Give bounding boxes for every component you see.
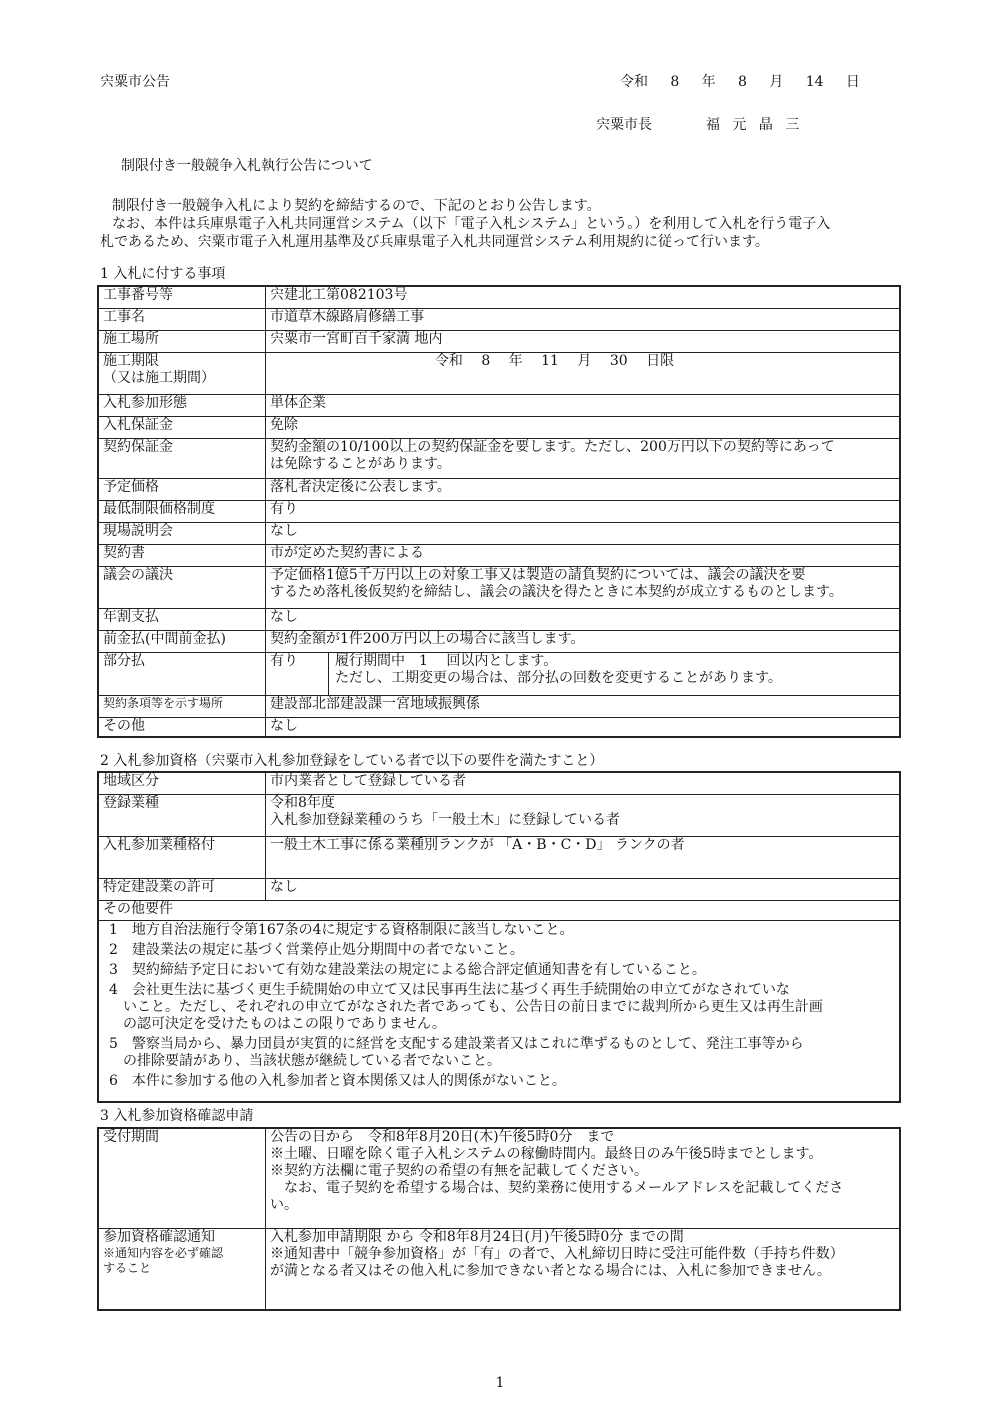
table-row xyxy=(98,836,900,878)
condition-item: 2 建設業法の規定に基づく営業停止処分期間中の者でないこと。 xyxy=(109,941,524,958)
row-label: 施工場所 xyxy=(98,330,266,352)
row-value: なし xyxy=(266,878,901,900)
row-value: 宍建北工第082103号 xyxy=(266,286,901,308)
mayor-name: 福 元 晶 三 xyxy=(706,117,804,133)
page-title: 制限付き一般競争入札執行公告について xyxy=(121,158,373,174)
row-value: 市道草木線路肩修繕工事 xyxy=(266,308,901,330)
table-row xyxy=(98,394,900,416)
row-value xyxy=(266,794,901,836)
table-row xyxy=(98,695,900,717)
table-row xyxy=(98,308,900,330)
notice-note: すること xyxy=(103,1260,152,1275)
intro-line-2: なお、本件は兵庫県電子入札共同運営システム（以下「電子入札システム」という。）を利用して入札を行う電子入 xyxy=(112,216,831,232)
row-value xyxy=(266,1128,901,1228)
row-label: 前金払(中間前金払) xyxy=(98,630,266,652)
table-row xyxy=(98,544,900,566)
table-row xyxy=(98,330,900,352)
row-label: 最低制限価格制度 xyxy=(98,500,266,522)
period-label-sub: （又は施工期間） xyxy=(103,369,215,386)
table-row xyxy=(98,522,900,544)
value-line: 令和8年度 xyxy=(270,794,335,811)
row-label: 工事名 xyxy=(98,308,266,330)
row-value: 一般土木工事に係る業種別ランクが 「A・B・C・D」 ランクの者 xyxy=(266,836,901,878)
row-label: 契約条項等を示す場所 xyxy=(98,695,266,717)
row-value xyxy=(266,652,901,695)
date-day: 14 xyxy=(805,74,824,90)
row-value: 単体企業 xyxy=(266,394,901,416)
row-label: 年割支払 xyxy=(98,608,266,630)
partial-payment-line: 履行期間中 1 回以内とします。 xyxy=(335,652,558,669)
value-line: 入札参加登録業種のうち「一般土木」に登録している者 xyxy=(270,811,620,828)
table-row xyxy=(98,352,900,394)
date-year: 8 xyxy=(670,74,680,90)
row-label: 契約書 xyxy=(98,544,266,566)
row-value: 有り xyxy=(266,500,901,522)
table-row xyxy=(98,630,900,652)
other-requirements-list xyxy=(98,920,900,1102)
period-label: 施工期限 xyxy=(103,352,159,369)
table-row xyxy=(98,286,900,308)
reception-line: ※土曜、日曜を除く電子入札システムの稼働時間内。最終日のみ午後5時までとします。 xyxy=(270,1146,823,1162)
partial-payment-flag: 有り xyxy=(266,653,329,695)
date-month-unit: 月 xyxy=(769,74,784,90)
row-value: 宍粟市一宮町百千家満 地内 xyxy=(266,330,901,352)
row-label: 部分払 xyxy=(98,652,266,695)
row-label: 受付期間 xyxy=(98,1128,266,1228)
notice-line: 入札参加申請期限 から 令和8年8月24日(月)午後5時0分 までの間 xyxy=(270,1228,684,1245)
row-value: なし xyxy=(266,717,901,737)
table-row xyxy=(98,900,900,920)
reception-line: 公告の日から 令和8年8月20日(木)午後5時0分 まで xyxy=(270,1129,615,1145)
reception-line: なお、電子契約を希望する場合は、契約業務に使用するメールアドレスを記載してくださ xyxy=(270,1180,844,1196)
section2-table xyxy=(97,771,901,1103)
table-row xyxy=(98,920,900,1102)
table-row xyxy=(98,438,900,478)
row-label: 工事番号等 xyxy=(98,286,266,308)
value-line: 契約金額の10/100以上の契約保証金を要します。ただし、200万円以下の契約等にあって xyxy=(270,438,835,455)
publisher: 宍粟市公告 xyxy=(100,74,170,90)
table-row xyxy=(98,652,900,695)
row-value: 市内業者として登録している者 xyxy=(266,772,901,794)
condition-item: 4 会社更生法に基づく更生手続開始の申立て又は民事再生法に基づく再生手続開始の申立てがなされていな xyxy=(109,981,790,998)
condition-item-cont: いこと。ただし、それぞれの申立てがなされた者であっても、公告日の前日までに裁判所から更生又は再生計画 xyxy=(123,998,823,1015)
row-value: 令和 8 年 11 月 30 日限 xyxy=(266,352,901,394)
row-label: 現場説明会 xyxy=(98,522,266,544)
row-label: その他 xyxy=(98,717,266,737)
intro-line-1: 制限付き一般競争入札により契約を締結するので、下記のとおり公告します。 xyxy=(112,198,601,214)
table-row xyxy=(98,1228,900,1310)
notice-line: ※通知書中「競争参加資格」が「有」の者で、入札締切日時に受注可能件数（手持ち件数） xyxy=(270,1245,844,1262)
reception-line: ※契約方法欄に電子契約の希望の有無を記載してください。 xyxy=(270,1163,648,1179)
table-row xyxy=(98,478,900,500)
table-row xyxy=(98,1128,900,1228)
condition-item-cont: の認可決定を受けたものはこの限りでありません。 xyxy=(123,1015,446,1032)
table-row xyxy=(98,608,900,630)
table-row xyxy=(98,416,900,438)
row-label: 議会の議決 xyxy=(98,566,266,608)
date-year-unit: 年 xyxy=(701,74,716,90)
row-label xyxy=(98,1228,266,1310)
row-label: 入札保証金 xyxy=(98,416,266,438)
row-value xyxy=(266,566,901,608)
reception-line: い。 xyxy=(270,1197,298,1213)
row-label: 予定価格 xyxy=(98,478,266,500)
mayor-title: 宍粟市長 xyxy=(596,117,652,133)
table-row xyxy=(98,794,900,836)
table-row xyxy=(98,772,900,794)
row-label: 特定建設業の許可 xyxy=(98,878,266,900)
table-row xyxy=(98,878,900,900)
section1-table xyxy=(97,285,901,738)
row-value: 落札者決定後に公表します。 xyxy=(266,478,901,500)
value-line: 予定価格1億5千万円以上の対象工事又は製造の請負契約については、議会の議決を要 xyxy=(270,566,806,583)
date-era: 令和 xyxy=(620,74,648,90)
condition-item: 3 契約締結予定日において有効な建設業法の規定による総合評定値通知書を有していること。 xyxy=(109,961,706,978)
value-line: は免除することがあります。 xyxy=(270,455,451,472)
partial-payment-line: ただし、工期変更の場合は、部分払の回数を変更することがあります。 xyxy=(335,669,782,686)
row-value xyxy=(266,1228,901,1310)
section2-heading: 2 入札参加資格（宍粟市入札参加登録をしている者で以下の要件を満たすこと） xyxy=(100,753,604,769)
condition-item-cont: の排除要請があり、当該状態が継続している者でないこと。 xyxy=(123,1052,501,1069)
row-label: 入札参加業種格付 xyxy=(98,836,266,878)
table-row xyxy=(98,566,900,608)
condition-item: 6 本件に参加する他の入札参加者と資本関係又は人的関係がないこと。 xyxy=(109,1072,566,1089)
condition-item: 5 警察当局から、暴力団員が実質的に経営を支配する建設業者又はこれに準ずるものとして、発注工事等から xyxy=(109,1035,804,1052)
row-value: 契約金額が1件200万円以上の場合に該当します。 xyxy=(266,630,901,652)
notice-line: が満となる者又はその他入札に参加できない者となる場合には、入札に参加できません。 xyxy=(270,1262,831,1279)
intro-line-3: 札であるため、宍粟市電子入札運用基準及び兵庫県電子入札共同運営システム利用規約に従って行います。 xyxy=(100,234,769,250)
other-requirements-label: その他要件 xyxy=(98,900,900,920)
row-value: 免除 xyxy=(266,416,901,438)
row-label: 入札参加形態 xyxy=(98,394,266,416)
row-value: なし xyxy=(266,608,901,630)
date-month: 8 xyxy=(738,74,747,90)
row-label xyxy=(98,352,266,394)
notice-note: ※通知内容を必ず確認 xyxy=(103,1245,224,1260)
row-value: 市が定めた契約書による xyxy=(266,544,901,566)
row-value xyxy=(266,438,901,478)
row-label: 登録業種 xyxy=(98,794,266,836)
row-label: 地域区分 xyxy=(98,772,266,794)
table-row xyxy=(98,500,900,522)
value-line: するため落札後仮契約を締結し、議会の議決を得たときに本契約が成立するものとします。 xyxy=(270,583,843,600)
date-day-unit: 日 xyxy=(845,74,860,90)
row-value: なし xyxy=(266,522,901,544)
page-number: 1 xyxy=(495,1375,505,1391)
table-row xyxy=(98,717,900,737)
section3-table xyxy=(97,1127,901,1311)
condition-item: 1 地方自治法施行令第167条の4に規定する資格制限に該当しないこと。 xyxy=(109,921,574,938)
announcement-date xyxy=(620,73,860,91)
section3-heading: 3 入札参加資格確認申請 xyxy=(100,1108,254,1124)
section1-heading: 1 入札に付する事項 xyxy=(100,266,226,282)
notice-label: 参加資格確認通知 xyxy=(103,1228,215,1245)
row-label: 契約保証金 xyxy=(98,438,266,478)
row-value: 建設部北部建設課一宮地域振興係 xyxy=(266,695,901,717)
